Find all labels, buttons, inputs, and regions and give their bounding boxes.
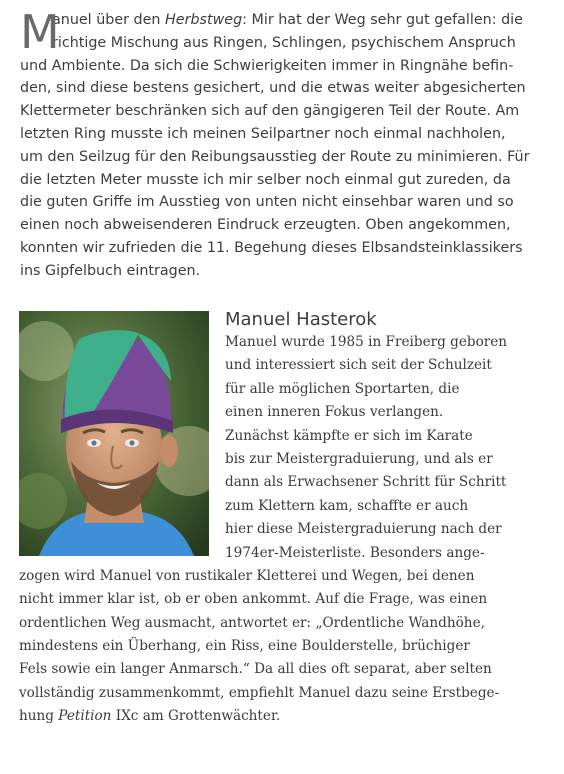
intro-line: den, sind diese bestens gesichert, und die etwas weiter abgesicherten: [20, 80, 526, 97]
intro-line: Klettermeter beschränken sich auf den gängigeren Teil der Route. Am: [20, 103, 520, 120]
bio-line: hung Petition IXc am Grottenwächter.: [19, 708, 281, 725]
bio-line: dann als Erwachsener Schritt für Schritt: [225, 474, 507, 491]
author-name: Manuel Hasterok: [225, 309, 377, 330]
bio-line: Zunächst kämpfte er sich im Karate: [225, 427, 473, 444]
intro-line: um den Seilzug für den Reibungsausstieg der Route zu minimieren. Für: [20, 148, 530, 165]
intro-line: die guten Griffe im Ausstieg von unten nicht einsehbar waren und so: [20, 194, 514, 211]
bio-line: nicht immer klar ist, ob er oben ankommt. Auf die Frage, was einen: [19, 591, 488, 608]
intro-line: ins Gipfelbuch eintragen.: [20, 262, 201, 279]
bio-line: zum Klettern kam, schaffte er auch: [225, 497, 469, 514]
intro-line: anuel über den Herbstweg: Mir hat der Weg sehr gut gefallen: die: [52, 12, 523, 28]
bio-line: 1974er-Meisterliste. Besonders ange-: [225, 544, 485, 561]
bio-line: vollständig zusammenkommt, empfiehlt Manuel dazu seine Erstbege-: [19, 684, 500, 701]
bio-line: und interessiert sich seit der Schulzeit: [225, 357, 492, 374]
bio-line: für alle möglichen Sportarten, die: [225, 380, 460, 397]
bio-line: hier diese Meistergraduierung nach der: [225, 521, 502, 538]
intro-line: konnten wir zufrieden die 11. Begehung dieses Elbsandsteinklassikers: [20, 239, 523, 256]
bio-line: einen inneren Fokus verlangen.: [225, 404, 444, 421]
bio-line: zogen wird Manuel von rustikaler Kletterei und Wegen, bei denen: [19, 567, 475, 584]
bio-line: Fels sowie ein langer Anmarsch.“ Da all dies oft separat, aber selten: [19, 661, 492, 678]
author-bio: [19, 331, 519, 729]
intro-paragraph: [20, 5, 530, 283]
intro-line: richtige Mischung aus Ringen, Schlingen, psychischem Anspruch: [52, 34, 516, 51]
bio-line: Manuel wurde 1985 in Freiberg geboren: [225, 334, 508, 350]
route-name-herbstweg: Herbstweg: [165, 12, 243, 28]
drop-cap: M: [20, 5, 60, 59]
intro-line: einen noch abweisenderen Eindruck erzeugten. Oben angekommen,: [20, 217, 511, 234]
bio-line: ordentlichen Weg ausmacht, antwortet er: „Ordentliche Wandhöhe,: [19, 614, 485, 631]
intro-line: und Ambiente. Da sich die Schwierigkeiten immer in Ringnähe befin-: [20, 57, 514, 74]
bio-line: bis zur Meistergraduierung, und als er: [225, 450, 493, 467]
bio-line: mindestens ein Überhang, ein Riss, eine Boulderstelle, brüchiger: [19, 638, 470, 655]
intro-line: letzten Ring musste ich meinen Seilpartner noch einmal nachholen,: [20, 125, 506, 142]
route-name-petition: Petition: [58, 708, 112, 725]
intro-line: die letzten Meter musste ich mir selber noch einmal gut zureden, da: [20, 171, 511, 188]
